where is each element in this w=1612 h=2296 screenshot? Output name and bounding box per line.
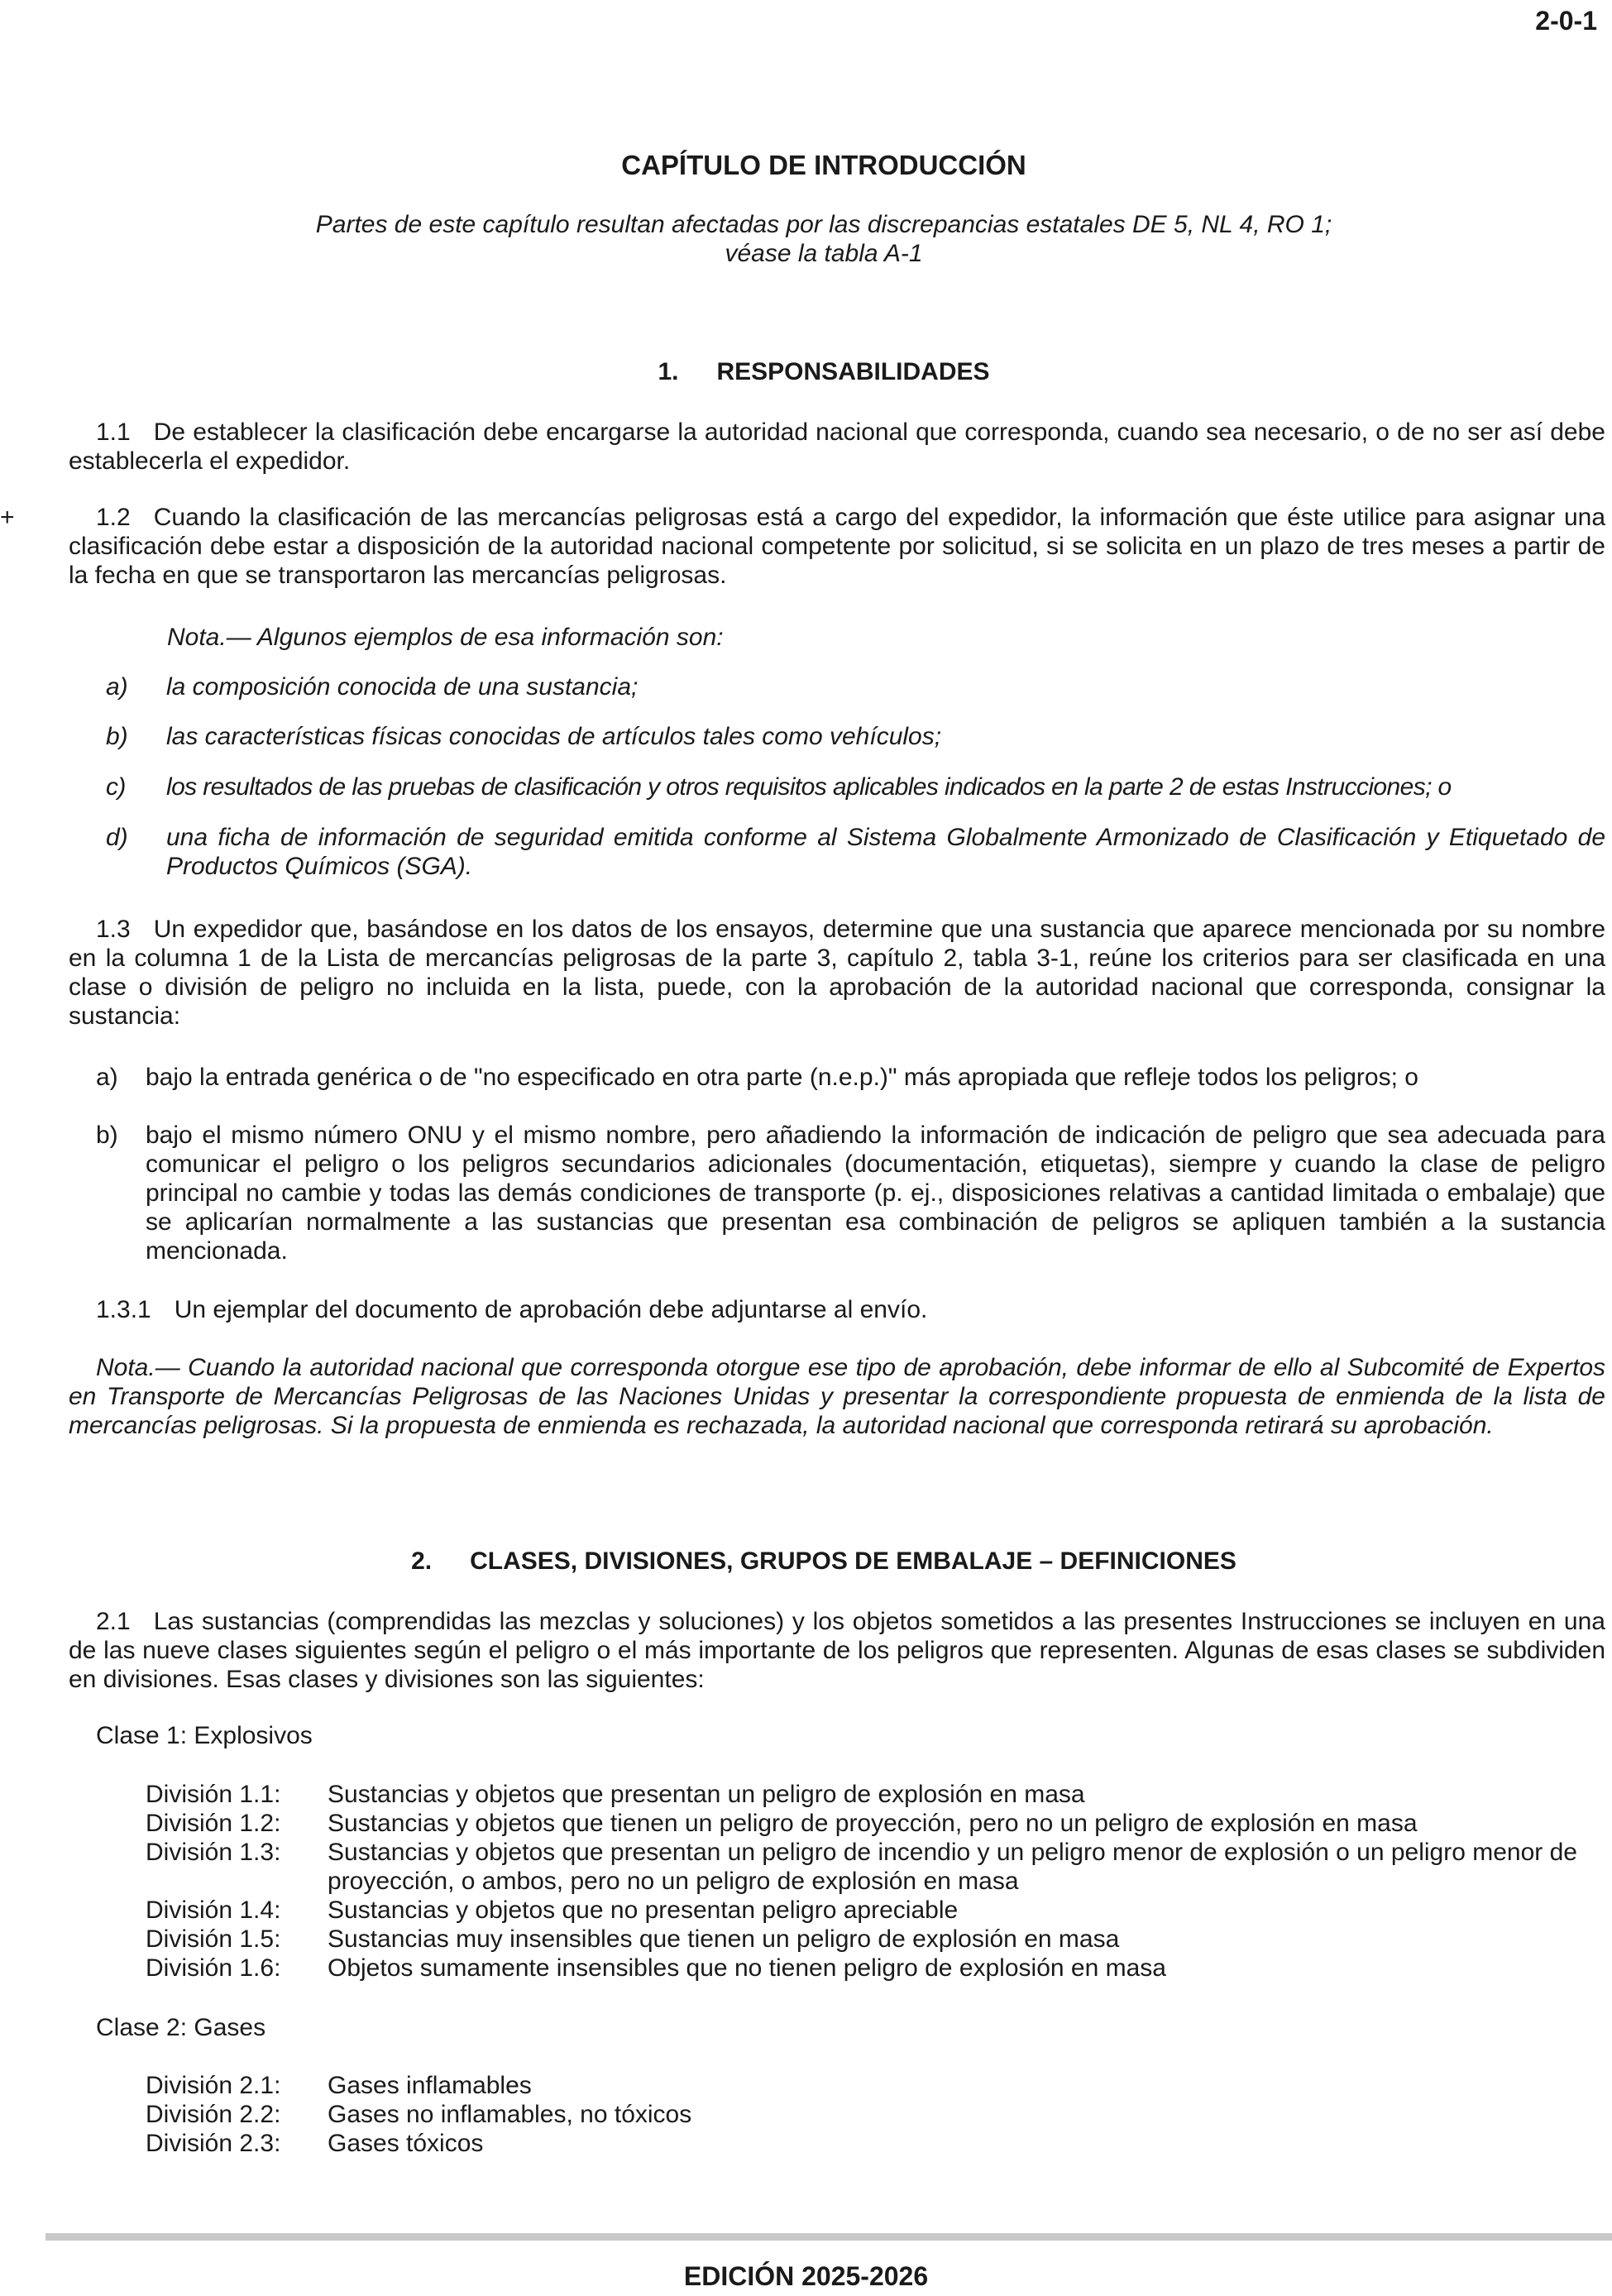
note-paragraph: Nota.— Cuando la autoridad nacional que corresponda otorgue ese tipo de aprobación, debe informar de ello al Subcomité de Expertos en Transporte de Mercancías Peligrosas de las Naciones Unidas y presentar la correspondiente propuesta de enmienda de la lista de mercancías peligrosas. Si la propuesta de enmienda es rechazada, la autoridad nacional que corresponda retirará su aprobación. [69, 1354, 1605, 1439]
division-text: Sustancias y objetos que no presentan peligro apreciable [328, 1897, 959, 1924]
paragraph-text: Un ejemplar del documento de aprobación debe adjuntarse al envío. [174, 1296, 928, 1323]
list-letter: a) [96, 1064, 118, 1091]
paragraph-number: 1.3 [96, 916, 131, 943]
division-text: Sustancias y objetos que tienen un peligro de proyección, pero no un peligro de explosión en masa [328, 1810, 1418, 1837]
paragraph-number: 1.1 [96, 419, 131, 446]
amendment-marker: + [0, 504, 15, 531]
division-label: División 2.3: [146, 2130, 281, 2157]
list-text: bajo el mismo número ONU y el mismo nombre, pero añadiendo la información de indicación de peligro que sea adecuada para comunicar el peligro o los peligros secundarios adicionales (documentación, etiquetas), siempre y cuando la clase de peligro principal no cambie y todas las demás condiciones de transporte (p. ej., disposiciones relativas a cantidad limitada o embalaje) que se aplicarían normalmente a las sustancias que presentan esa combinación de peligros se apliquen también a la sustancia mencionada. [146, 1122, 1605, 1265]
paragraph-text: De establecer la clasificación debe encargarse la autoridad nacional que corresponda, cuando sea necesario, o de no ser así debe establecerla el expedidor. [69, 419, 1605, 475]
list-text: la composición conocida de una sustancia; [166, 673, 639, 701]
list-letter: b) [96, 1122, 118, 1149]
paragraph-number: 1.2 [96, 504, 131, 531]
paragraph-number: 1.3.1 [96, 1296, 151, 1323]
division-text: Objetos sumamente insensibles que no tienen peligro de explosión en masa [328, 1954, 1166, 1982]
section-heading-1 [69, 357, 1579, 386]
subtitle-line: véase la tabla A-1 [725, 240, 923, 267]
list-letter: c) [106, 773, 126, 801]
section-title: CLASES, DIVISIONES, GRUPOS DE EMBALAJE – DEFINICIONES [470, 1547, 1237, 1575]
paragraph-1-1 [69, 418, 1605, 476]
division-text: Sustancias y objetos que presentan un peligro de explosión en masa [328, 1781, 1085, 1808]
division-text: Gases no inflamables, no tóxicos [328, 2101, 692, 2128]
edition-footer: EDICIÓN 2025-2026 [683, 2261, 929, 2291]
paragraph-1-2 [69, 503, 1605, 590]
division-label: División 2.1: [146, 2072, 281, 2099]
chapter-subtitle [69, 210, 1579, 268]
division-label: División 1.1: [146, 1781, 281, 1808]
class-label: Clase 2: Gases [96, 2014, 266, 2041]
class-label: Clase 1: Explosivos [96, 1722, 313, 1749]
division-label: División 1.6: [146, 1954, 281, 1982]
list-letter: a) [106, 673, 128, 701]
list-text: una ficha de información de seguridad emitida conforme al Sistema Globalmente Armonizado de Clasificación y Etiquetado de Productos Químicos (SGA). [166, 824, 1605, 880]
section-heading-2 [69, 1547, 1579, 1576]
list-letter: b) [106, 723, 128, 750]
division-text: Gases inflamables [328, 2072, 532, 2099]
division-text: Gases tóxicos [328, 2130, 484, 2157]
division-label: División 1.5: [146, 1925, 281, 1953]
chapter-title: CAPÍTULO DE INTRODUCCIÓN [621, 150, 1026, 180]
page-number: 2-0-1 [1535, 6, 1597, 36]
section-number: 1. [658, 358, 679, 385]
paragraph-number: 2.1 [96, 1608, 131, 1635]
division-label: División 2.2: [146, 2101, 281, 2128]
subtitle-line: Partes de este capítulo resultan afectadas por las discrepancias estatales DE 5, NL 4, RO 1; [315, 211, 1332, 238]
list-text: las características físicas conocidas de artículos tales como vehículos; [166, 723, 942, 750]
paragraph-text: Un expedidor que, basándose en los datos de los ensayos, determine que una sustancia que aparece mencionada por su nombre en la columna 1 de la Lista de mercancías peligrosas de la parte 3, capítulo 2, tabla 3-1, reúne los criterios para ser clasificada en una clase o división de peligro no incluida en la lista, puede, con la aprobación de la autoridad nacional que corresponda, consignar la sustancia: [69, 916, 1605, 1030]
list-text: bajo la entrada genérica o de "no especificado en otra parte (n.e.p.)" más apropiada que refleje todos los peligros; o [146, 1064, 1418, 1091]
paragraph-1-3-1 [69, 1295, 1605, 1324]
paragraph-1-3 [69, 915, 1605, 1031]
division-label: División 1.3: [146, 1839, 281, 1866]
list-letter: d) [106, 824, 128, 851]
paragraph-2-1 [69, 1607, 1605, 1694]
division-label: División 1.2: [146, 1810, 281, 1837]
division-label: División 1.4: [146, 1897, 281, 1924]
section-number: 2. [411, 1547, 433, 1575]
division-text: Sustancias muy insensibles que tienen un peligro de explosión en masa [328, 1925, 1120, 1953]
section-title: RESPONSABILIDADES [716, 358, 990, 385]
list-text: los resultados de las pruebas de clasificación y otros requisitos aplicables indicados en la parte 2 de estas Instrucciones; o [166, 773, 1452, 801]
paragraph-text: Cuando la clasificación de las mercancías peligrosas está a cargo del expedidor, la información que éste utilice para asignar una clasificación debe estar a disposición de la autoridad nacional competente por solicitud, si se solicita en un plazo de tres meses a partir de la fecha en que se transportaron las mercancías peligrosas. [69, 504, 1605, 589]
footer-divider [45, 2233, 1612, 2241]
division-text: Sustancias y objetos que presentan un peligro de incendio y un peligro menor de explosión o un peligro menor de proyección, o ambos, pero no un peligro de explosión en masa [328, 1839, 1577, 1895]
note-intro: Nota.— Algunos ejemplos de esa información son: [167, 624, 724, 651]
paragraph-text: Las sustancias (comprendidas las mezclas y soluciones) y los objetos sometidos a las presentes Instrucciones se incluyen en una de las nueve clases siguientes según el peligro o el más importante de los peligros que representen. Algunas de esas clases se subdividen en divisiones. Esas clases y divisiones son las siguientes: [69, 1608, 1605, 1693]
